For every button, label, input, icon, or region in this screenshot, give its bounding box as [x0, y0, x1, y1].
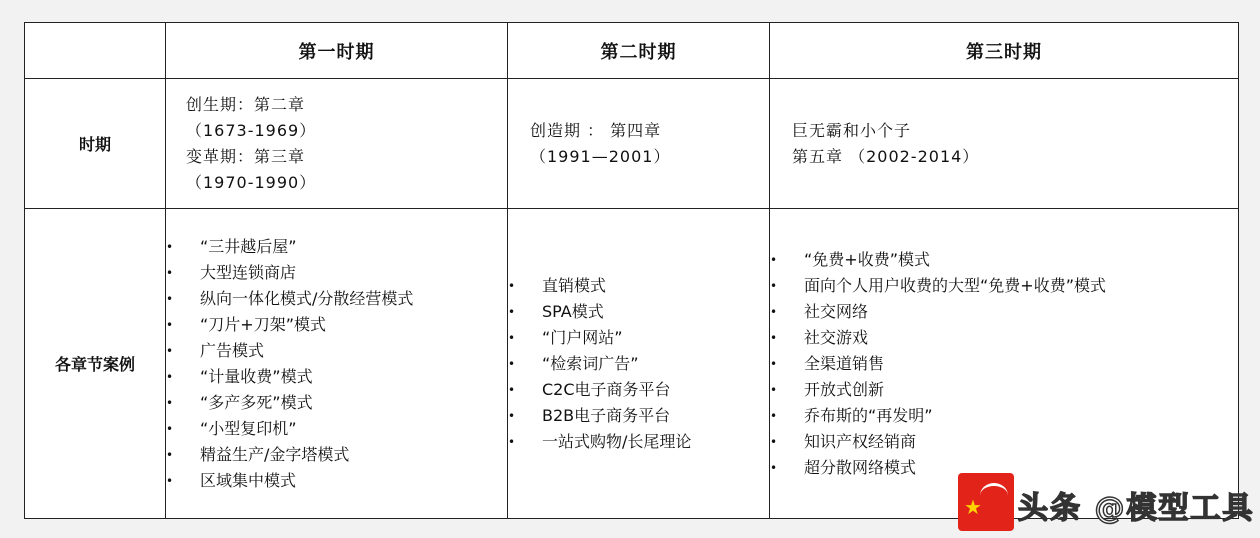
list-item: • 一站式购物/长尾理论 — [508, 429, 769, 455]
wave-icon — [980, 483, 1008, 508]
case-list-3 — [770, 247, 1238, 481]
period-cell-3 — [770, 79, 1239, 209]
star-icon: ★ — [964, 495, 982, 519]
list-item: • 超分散网络模式 — [770, 455, 1238, 481]
period-line: （1970-1990） — [186, 172, 317, 192]
cases-row — [25, 209, 1239, 519]
header-corner — [25, 23, 166, 79]
period-text-2 — [508, 118, 769, 170]
list-item: • “多产多死”模式 — [166, 390, 507, 416]
watermark — [958, 473, 1255, 531]
cases-cell-2 — [508, 209, 770, 519]
list-item: • 精益生产/金字塔模式 — [166, 442, 507, 468]
list-item: • 直销模式 — [508, 273, 769, 299]
header-period-3: 第三时期 — [770, 23, 1239, 79]
period-row — [25, 79, 1239, 209]
case-list-1 — [166, 234, 507, 494]
period-line: 创造期 ： 第四章 — [530, 120, 662, 140]
list-item: • 开放式创新 — [770, 377, 1238, 403]
list-item: • “小型复印机” — [166, 416, 507, 442]
list-item: • “检索词广告” — [508, 351, 769, 377]
list-item: • 广告模式 — [166, 338, 507, 364]
list-item: • “刀片+刀架”模式 — [166, 312, 507, 338]
case-list-2 — [508, 273, 769, 455]
period-cell-1 — [166, 79, 508, 209]
list-item: • 全渠道销售 — [770, 351, 1238, 377]
list-item: • “门户网站” — [508, 325, 769, 351]
list-item: • 面向个人用户收费的大型“免费+收费”模式 — [770, 273, 1238, 299]
header-period-1: 第一时期 — [166, 23, 508, 79]
list-item: • SPA模式 — [508, 299, 769, 325]
list-item: • 区域集中模式 — [166, 468, 507, 494]
cases-cell-1 — [166, 209, 508, 519]
period-text-1 — [166, 92, 507, 196]
row-label-cases: 各章节案例 — [25, 209, 166, 519]
row-label-period: 时期 — [25, 79, 166, 209]
toutiao-logo-icon — [958, 473, 1014, 531]
list-item: • C2C电子商务平台 — [508, 377, 769, 403]
period-line: （1991—2001） — [530, 146, 671, 166]
list-item: • 纵向一体化模式/分散经营模式 — [166, 286, 507, 312]
list-item: • 大型连锁商店 — [166, 260, 507, 286]
list-item: • 乔布斯的“再发明” — [770, 403, 1238, 429]
list-item: • “免费+收费”模式 — [770, 247, 1238, 273]
list-item: • B2B电子商务平台 — [508, 403, 769, 429]
watermark-text: 头条 @模型工具 — [1018, 491, 1255, 526]
list-item: • 知识产权经销商 — [770, 429, 1238, 455]
period-line: 创生期：第二章 — [186, 94, 306, 114]
period-line: （1673-1969） — [186, 120, 317, 140]
business-model-table — [24, 22, 1239, 519]
list-item: • 社交游戏 — [770, 325, 1238, 351]
period-line: 变革期：第三章 — [186, 146, 306, 166]
period-text-3 — [770, 118, 1238, 170]
list-item: • 社交网络 — [770, 299, 1238, 325]
header-row — [25, 23, 1239, 79]
period-cell-2 — [508, 79, 770, 209]
list-item: • “计量收费”模式 — [166, 364, 507, 390]
header-period-2: 第二时期 — [508, 23, 770, 79]
period-line: 第五章 （2002-2014） — [792, 146, 980, 166]
cases-cell-3 — [770, 209, 1239, 519]
list-item: • “三井越后屋” — [166, 234, 507, 260]
period-line: 巨无霸和小个子 — [792, 120, 912, 140]
